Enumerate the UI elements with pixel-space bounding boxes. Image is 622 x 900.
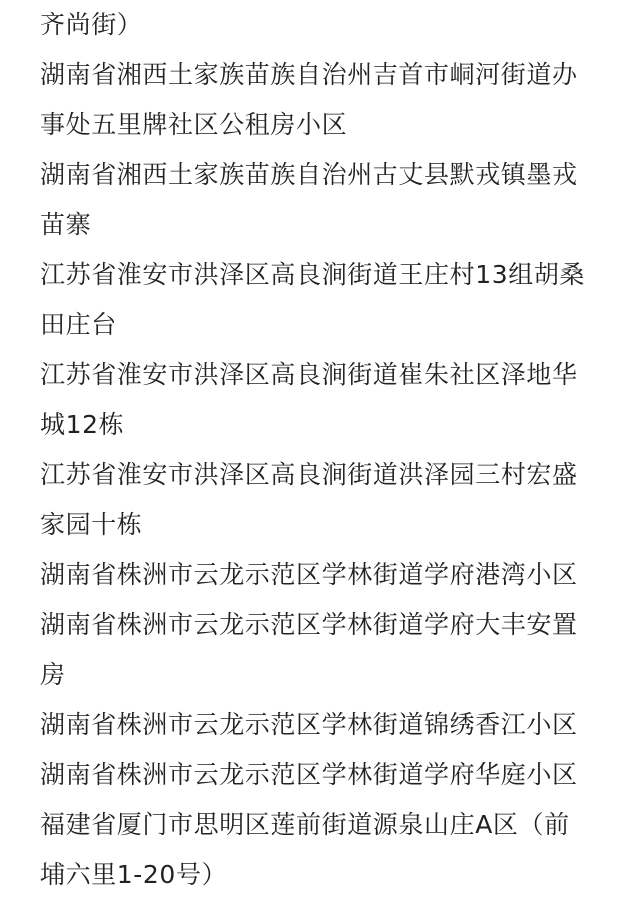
- address-line: 湖南省株洲市云龙示范区学林街道学府华庭小区: [40, 760, 578, 789]
- address-line: 湖南省湘西土家族苗族自治州吉首市峒河街道办: [40, 60, 578, 89]
- address-line: 湖南省湘西土家族苗族自治州古丈县默戎镇墨戎: [40, 160, 578, 189]
- address-line: 江苏省淮安市洪泽区高良涧街道洪泽园三村宏盛: [40, 460, 578, 489]
- address-line: 湖南省株洲市云龙示范区学林街道学府港湾小区: [40, 560, 578, 589]
- address-line: 齐尚街）: [40, 10, 143, 39]
- address-line: 家园十栋: [40, 510, 143, 539]
- address-line: 事处五里牌社区公租房小区: [40, 110, 348, 139]
- address-line: 湖南省株洲市云龙示范区学林街道学府大丰安置: [40, 610, 578, 639]
- address-line: 福建省厦门市思明区莲前街道源泉山庄A区（前: [40, 810, 570, 839]
- address-line: 苗寨: [40, 210, 92, 239]
- address-line: 江苏省淮安市洪泽区高良涧街道崔朱社区泽地华: [40, 360, 578, 389]
- address-line: 埔六里1-20号）: [40, 860, 228, 889]
- address-line: 房: [40, 660, 66, 689]
- address-line: 湖南省株洲市云龙示范区学林街道锦绣香江小区: [40, 710, 578, 739]
- address-line: 江苏省淮安市洪泽区高良涧街道王庄村13组胡桑: [40, 260, 586, 289]
- address-line: 城12栋: [40, 410, 125, 439]
- address-line: 田庄台: [40, 310, 117, 339]
